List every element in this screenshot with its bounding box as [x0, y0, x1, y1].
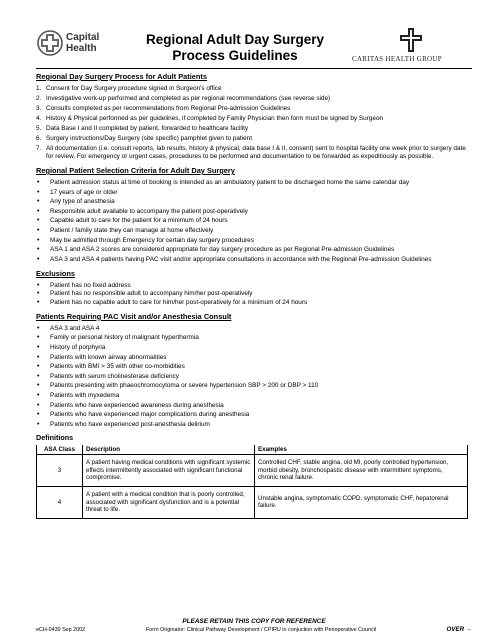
list-item-text: Patients with BMI > 35 with other co-morbidities: [50, 363, 185, 371]
list-item-text: ASA 3 and ASA 4 patients having PAC visit and/or appropriate consultations in accordance with the Regional Pre-admission Guidelines: [50, 255, 432, 263]
selection-criterion: [36, 208, 468, 216]
selection-heading: Regional Patient Selection Criteria for Adult Day Surgery: [36, 166, 235, 175]
asa-class-cell: 3: [37, 455, 83, 487]
list-item-text: Patients with known airway abnormalities: [50, 353, 167, 361]
list-item-text: History & Physical performed as per guidelines, if completed by Family Physician then form must be signed by Surgeon: [46, 115, 384, 122]
footer-row: [36, 627, 472, 635]
process-step: [36, 95, 468, 103]
title-line-2: Process Guidelines: [172, 48, 298, 63]
selection-criterion: [36, 246, 468, 254]
process-step: [36, 145, 468, 161]
form-code: eCH-0439 Sep 2002: [36, 627, 86, 633]
capital-health-logo-icon: [36, 28, 64, 58]
caritas-logo: [352, 28, 472, 68]
column-header-examples: Examples: [255, 445, 468, 455]
list-item-text: ASA 1 and ASA 2 scores are considered appropriate for day surgery procedure as per Regional Pre-admission Guidelines: [50, 246, 395, 254]
list-item-text: Patient has no fixed address: [50, 281, 131, 289]
pac-criterion: [36, 344, 468, 352]
list-item-text: Patients who have experienced major complications during anesthesia: [50, 411, 250, 419]
pac-heading: Patients Requiring PAC Visit and/or Anesthesia Consult: [36, 311, 232, 321]
list-item-text: All documentation (i.e. consult reports, lab results, history & physical, data base I & II, consent) sent to hospital facility one week prior to surgery date for review. For emergency or urgent cases, procedures to be performed and documentation to be forwarded as expeditiously as possible.: [46, 145, 466, 160]
page-footer: [36, 618, 472, 635]
table-header-row: [37, 445, 468, 455]
retain-notice: PLEASE RETAIN THIS COPY FOR REFERENCE: [182, 618, 326, 625]
selection-criterion: [36, 217, 468, 225]
table-row: [37, 455, 468, 487]
selection-criterion: [36, 189, 468, 197]
list-item-text: Family or personal history of malignant hyperthermia: [50, 334, 199, 342]
process-step: [36, 135, 468, 143]
exclusions-list: [36, 282, 468, 307]
caritas-cross-icon: [400, 28, 422, 52]
list-item-text: History of porphyria: [50, 343, 106, 351]
list-item-text: Patients with myxedema: [50, 391, 120, 399]
list-item-text: Responsible adult available to accompany the patient post-operatively: [50, 207, 248, 215]
selection-criterion: [36, 198, 468, 206]
title-line-1: Regional Adult Day Surgery: [145, 32, 325, 47]
process-list: [36, 85, 468, 161]
definitions-heading: Definitions: [36, 432, 74, 442]
pac-criterion: [36, 411, 468, 419]
list-item-text: Patients presenting with phaeochromocytoma or severe hypertension SBP > 200 or DBP > 110: [50, 382, 319, 390]
logo-line-1: Capital: [66, 32, 100, 43]
list-item-text: Patient / family state they can manage at home effectively: [50, 226, 214, 234]
asa-class-cell: 4: [37, 487, 83, 519]
list-item-number: 1.: [36, 85, 42, 92]
list-item-number: 6.: [36, 135, 42, 142]
process-step: [36, 115, 468, 123]
pac-list: [36, 325, 468, 429]
list-item-text: Patient has no responsible adult to accompany him/her post-operatively: [50, 290, 253, 298]
list-item-number: 2.: [36, 95, 42, 102]
form-originator: Form Originator: Clinical Pathway Development / CPIRU in conjuction with Perioperative Council: [146, 627, 377, 633]
list-item-text: Surgery instructions/Day Surgery (site specific) pamphlet given to patient: [46, 135, 253, 142]
pac-criterion: [36, 421, 468, 429]
capital-health-logo: [36, 28, 106, 62]
description-cell: A patient having medical conditions with significant systemic effects intermittently associated with significant functional compromise.: [83, 455, 255, 487]
column-header-asa-class: ASA Class: [37, 445, 83, 455]
list-item-number: 3.: [36, 105, 42, 112]
pac-criterion: [36, 382, 468, 390]
page-title: [120, 32, 350, 64]
list-item-text: Consent for Day Surgery procedure signed in Surgeon's office: [46, 85, 222, 92]
list-item-text: Any type of anesthesia: [50, 198, 115, 206]
list-item-text: May be admitted through Emergency for certain day surgery procedures: [50, 236, 254, 244]
page-header: [0, 0, 495, 70]
list-item-text: Investigative work-up performed and completed as per regional recommendations (see reverse side): [46, 95, 331, 102]
table-row: [37, 487, 468, 519]
list-item-text: Patient has no capable adult to care for him/her post-operatively for a minimum of 24 hours: [50, 298, 308, 306]
list-item-number: 7.: [36, 145, 42, 152]
exclusions-section: [36, 269, 468, 307]
exclusions-heading: Exclusions: [36, 268, 76, 278]
pac-criterion: [36, 334, 468, 342]
selection-criterion: [36, 237, 468, 245]
pac-criterion: [36, 325, 468, 333]
list-item-text: Capable adult to care for the patient for a minimum of 24 hours: [50, 217, 228, 225]
list-item-text: Consults completed as per recommendations from Regional Pre-admission Guidelines: [46, 105, 291, 112]
pac-criterion: [36, 354, 468, 362]
process-step: [36, 125, 468, 133]
logo-line-2: Health: [66, 43, 97, 54]
list-item-text: Patients who have experienced awareness during anesthesia: [50, 401, 224, 409]
list-item-number: 5.: [36, 125, 42, 132]
selection-criterion: [36, 256, 468, 264]
pac-criterion: [36, 392, 468, 400]
exclusion-item: [36, 299, 468, 307]
examples-cell: Controlled CHF, stable angina, old MI, poorly controlled hypertension, morbid obesity, bronchospastic disease with intermittent symptoms, chronic renal failure.: [255, 455, 468, 487]
document-body: [36, 72, 468, 519]
exclusion-item: [36, 282, 468, 290]
process-step: [36, 105, 468, 113]
pac-criterion: [36, 363, 468, 371]
examples-cell: Unstable angina, symptomatic COPD, symptomatic CHF, hepatorenal failure.: [255, 487, 468, 519]
list-item-text: ASA 3 and ASA 4: [50, 324, 100, 332]
pac-section: [36, 312, 468, 429]
process-step: [36, 85, 468, 93]
caritas-logo-text: CARITAS HEALTH GROUP: [352, 55, 442, 63]
column-header-description: Description: [83, 445, 255, 455]
definitions-table: [36, 445, 468, 519]
selection-criterion: [36, 227, 468, 235]
selection-criterion: [36, 179, 468, 187]
definitions-section: [36, 434, 468, 519]
pac-criterion: [36, 402, 468, 410]
list-item-text: 17 years of age or older: [50, 188, 118, 196]
list-item-text: Data Base I and II completed by patient, forwarded to healthcare facility: [46, 125, 249, 132]
definitions-table-body: [37, 455, 468, 519]
process-section: [36, 72, 468, 161]
selection-list: [36, 179, 468, 264]
over-indicator: OVER →: [446, 626, 472, 633]
header-divider: [36, 68, 472, 69]
list-item-text: Patients with serum cholinesterase deficiency: [50, 372, 179, 380]
exclusion-item: [36, 290, 468, 298]
list-item-text: Patient admission status at time of booking is intended as an ambulatory patient to be discharged home the same calendar day: [50, 179, 410, 186]
list-item-text: Patients who have experienced post-anesthesia delirium: [50, 420, 210, 428]
description-cell: A patient with a medical condition that is poorly controlled, associated with significant dysfunction and is a potential threat to life.: [83, 487, 255, 519]
selection-section: [36, 166, 468, 264]
process-heading: Regional Day Surgery Process for Adult Patients: [36, 72, 207, 81]
capital-health-logo-text: [66, 32, 99, 54]
list-item-number: 4.: [36, 115, 42, 122]
pac-criterion: [36, 373, 468, 381]
